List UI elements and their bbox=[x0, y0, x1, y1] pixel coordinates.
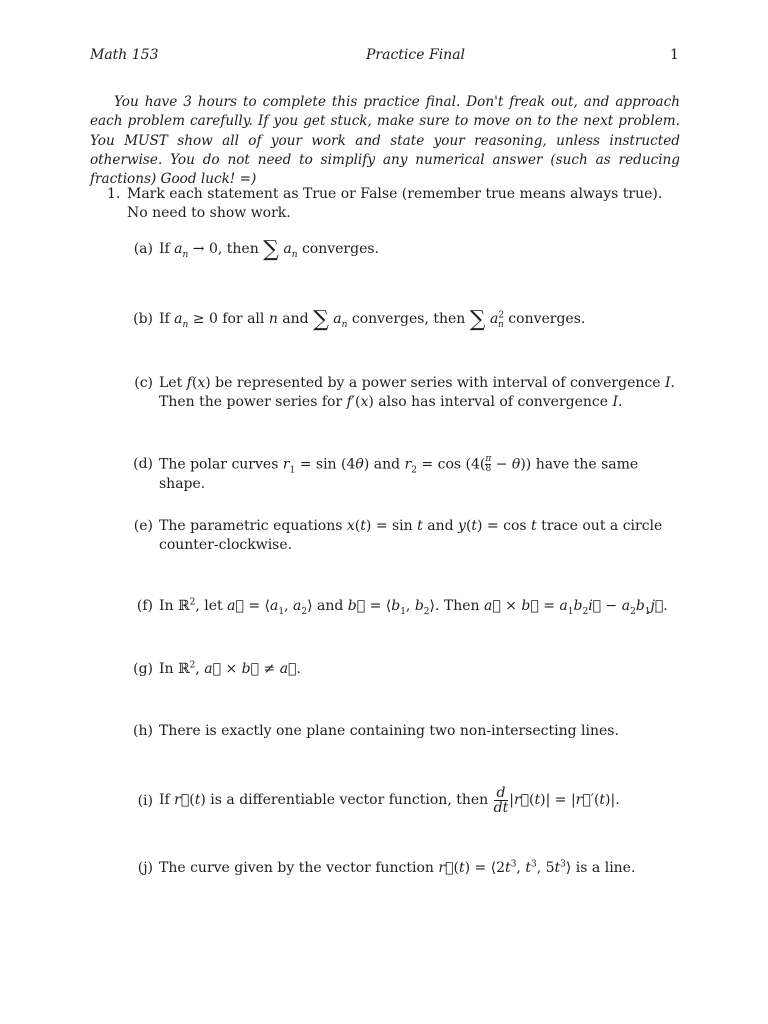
statement-g: In ℝ$^2$, a⃗ × b⃗ ≠ a⃗. bbox=[159, 660, 301, 677]
statement-i: If r⃗(t) is a differentiable vector function, then $\frac{d}{dt}$ |r⃗(t)| = |r⃗′(t)|. bbox=[159, 784, 620, 816]
item-label: (j) bbox=[137, 860, 153, 876]
intro-paragraph: You have 3 hours to complete this practice final. Don't freak out, and approach each problem carefully. If you get stuck, make sure to move on to the next problem. You MUST show all of your work and state your reasoning, unless instructed otherwise. You do not need to simplify any numerical answer (such as reducing fractions) Good luck! =) bbox=[90, 94, 680, 188]
item-label: (b) bbox=[133, 311, 153, 327]
statement-b: If $a_n \ge 0$ for all n and ∑ $a_n$ converges, then ∑ $a^2_n$ converges. bbox=[159, 307, 586, 332]
header-course: Math 153 bbox=[90, 47, 159, 63]
statement-f: In ℝ$^2$, let a⃗ = $⟨a_1$, $a_2⟩$ and b⃗ = $⟨b_1$, $b_2⟩$. Then a⃗ × b⃗ = $a_1b_2i⃗$ − $a_2b_1j⃗$. bbox=[159, 597, 668, 617]
item-label: (c) bbox=[134, 375, 153, 391]
statement-c: Let f(x) be represented by a power series with interval of convergence I. Then the power series for f′(x) also has interval of convergence I. bbox=[159, 375, 675, 410]
item-label: (d) bbox=[133, 456, 153, 472]
item-label: (g) bbox=[133, 661, 153, 677]
header-page-number: 1 bbox=[670, 47, 679, 63]
statement-d: The polar curves $r_1 = \sin (4\theta)$ and $r_2 = \cos (4$( $\frac{\pi}{8} - \theta$)) have the same shape. bbox=[159, 454, 639, 492]
item-label: (e) bbox=[133, 518, 153, 534]
item-label: (i) bbox=[137, 793, 153, 809]
question-prompt: Mark each statement as True or False (remember true means always true). No need to show work. bbox=[127, 186, 663, 221]
item-label: (a) bbox=[133, 241, 153, 257]
question-number: 1. bbox=[107, 186, 121, 202]
item-label: (f) bbox=[136, 598, 153, 614]
statement-e: The parametric equations x(t) = sin t and y(t) = cos t trace out a circle counter-clockwise. bbox=[159, 518, 663, 553]
item-label: (h) bbox=[133, 723, 153, 739]
statement-h: There is exactly one plane containing two non-intersecting lines. bbox=[159, 723, 619, 739]
header-title: Practice Final bbox=[366, 47, 466, 63]
statement-j: The curve given by the vector function r⃗(t) = $⟨2t^3$, $t^3$, $5t^3⟩$ is a line. bbox=[159, 859, 636, 876]
statement-a: If $a_n \to 0$, then ∑ $a_n$ converges. bbox=[159, 237, 380, 262]
